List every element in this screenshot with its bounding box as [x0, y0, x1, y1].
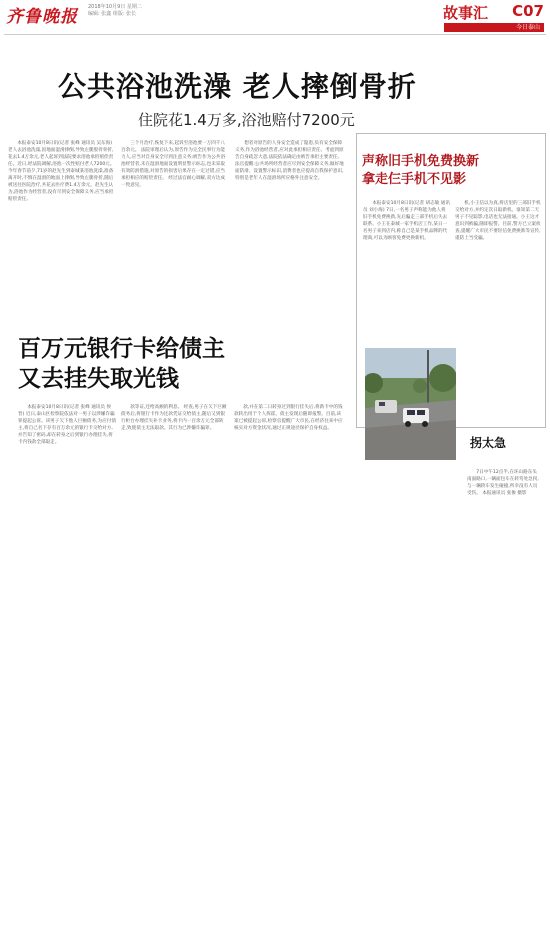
article3-headline: 声称旧手机免费换新 拿走仨手机不见影 [362, 154, 480, 187]
article2-headline: 百万元银行卡给债主 又去挂失取光钱 [18, 336, 225, 392]
region-bar [444, 23, 544, 32]
article2-column-1: 本报泰安10月8日讯(记者 张峰 通讯员 侯晋) 近日,泰山区检察院依法对一男子以涉嫌诈骗罪提起公诉。该男子欠下他人巨额债务,为应付债主,将自己名下存有百万余元的银行卡交给对方,并告知了密码,却在转身之后到银行办理挂失,将卡内钱款全部取走。 [18, 405, 116, 445]
header-rule [4, 34, 546, 35]
date-line: 2018年10月9日 星期二 [88, 4, 142, 10]
masthead [0, 0, 550, 38]
article1-headline: 公共浴池洗澡 老人摔倒骨折 [58, 70, 417, 103]
article3-column-2: 机,小王信以为真,将店里的三部旧手机交给对方,并约定次日取新机。谁知第二天男子不见踪影,电话也无法接通。小王这才意识到被骗,随即报警。目前,警方已立案侦查,提醒广大市民不要轻信免费换新等宣传,谨防上当受骗。 [455, 201, 541, 241]
article1-column-2: 三个月治疗,恢复下来,起诉至浴池要一万四千八百余元。 法院审理后认为,原告作为完全民事行为能力人,应当对自身安全尽到注意义务;被告作为公共浴池经营者,未在湿滑地面设置明显警示标志,也未采取有效防滑措施,对原告的损害后果存在一定过错,应当承担相应的赔偿责任。 经过法官耐心调解,双方达成一致意见。 [121, 141, 226, 188]
article2-column-2: 款等证,还给高额的利息。 经查,男子在欠下巨额债务后,将银行卡作为还款凭证交给债主,随后又到银行柜台办理挂失补卡业务,将卡内一百余万元全部转走,致使债主无法取款。其行为已涉嫌诈骗罪。 [121, 405, 227, 431]
article2-column-3: 款,并在第二日转身过到银行挂失后,将新卡中的钱款转出用于个人挥霍。债主发现后随即报警。目前,该案已被提起公诉,检察官提醒广大市民,在经济往来中应核实对方资金状况,通过正规途径保护自身权益。 [234, 405, 343, 431]
date-info [88, 4, 142, 18]
news-photo [365, 348, 456, 460]
article3-column-1: 本报泰安10月8日讯(记者 胡志敏 通讯员 刘小海) 7日,一名男子声称能为他人将旧手机免费换新,先后骗走三部手机后失去联系。小王在泰城一家手机店工作,某日一名男子来到店内,称自己是某手机品牌的代理商,可以为顾客免费更换新机。 [363, 201, 450, 241]
article1-subheadline: 住院花1.4万多,浴池赔付7200元 [138, 111, 355, 129]
photo-headline: 拐太急 [470, 436, 507, 450]
photo-caption: 7日中午12点半,在环山路东头南面路口,一辆面包车在转弯处急拐,与一辆轿车发生碰撞,所幸没有人员受伤。 本报通讯员 张俊 摄影 [467, 470, 539, 496]
editor-line: 编辑: 张鑫 组版: 张长 [88, 11, 137, 17]
article1-column-1: 本报泰安10月8日讯(记者 张峰 通讯员 吴东海) 老人去浴池洗澡,因地面湿滑摔倒,导致左腿股骨骨折,花去1.4万余元,老人起诉到法院要求浴池承担赔偿责任。近日,经法院调解,浴池一次性赔付老人7200元。今年春节前夕,71岁的赵先生到泰城某浴池洗澡,准备离开时,不慎在湿滑的地面上摔倒,导致左腿骨折,随后被送往医院治疗,共花去医疗费1.4万余元。赵先生认为,浴池作为经营者,没有尽到安全保障义务,应当承担赔偿责任。 [8, 141, 115, 202]
newspaper-logo: 齐鲁晚报 [6, 7, 78, 27]
page-number: C07 [512, 2, 544, 20]
region-label: 今日泰山 [515, 24, 540, 31]
article1-column-3: 想者对原告的人身安全造成了隐患,负有安全保障义务,作为浴池经营者,应对此承担相应责任。考虑到原告自身疏忽大意,法院依法确定由被告承担主要责任。 法官提醒:公共场所经营者应尽到安全保障义务,做好地面防滑、设置警示标识,消费者也应提高自我保护意识,特别是老年人在湿滑场所应格外注意安全。 [235, 141, 344, 181]
section-title: 故事汇 [442, 4, 488, 22]
